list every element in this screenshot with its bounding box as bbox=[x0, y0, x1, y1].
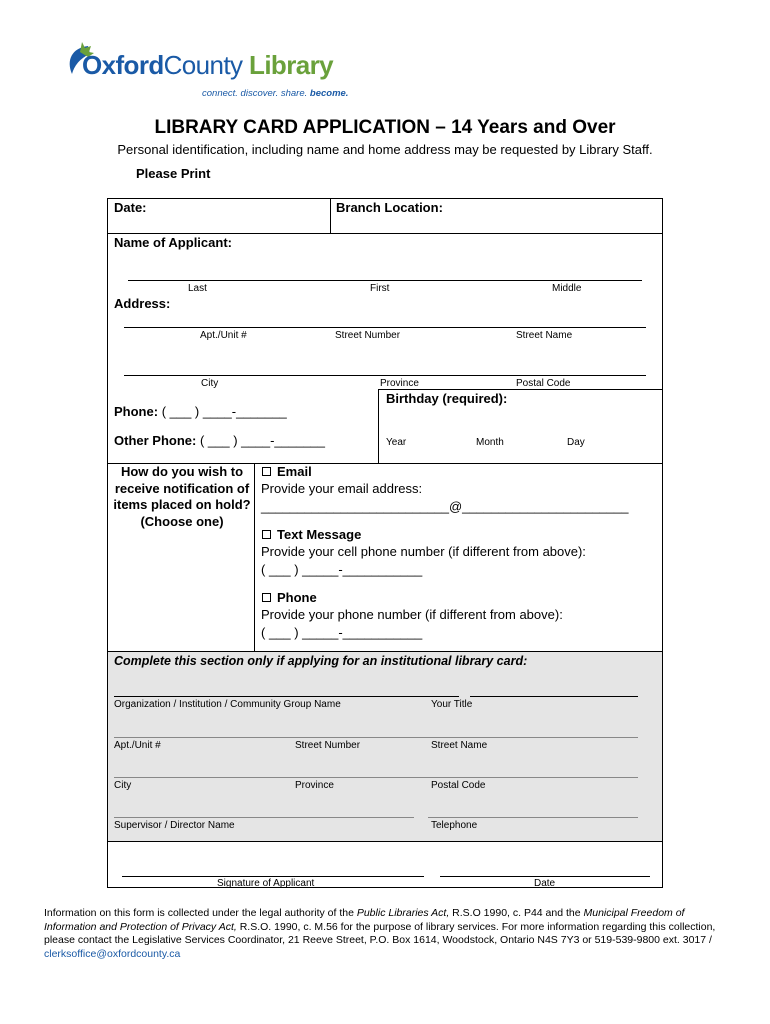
text-message-checkbox[interactable] bbox=[262, 530, 271, 539]
phone-label: Phone: bbox=[114, 404, 159, 419]
branch-location-label: Branch Location: bbox=[336, 200, 443, 215]
clerks-office-email-link[interactable]: clerksoffice@oxfordcounty.ca bbox=[44, 947, 181, 960]
text-message-option[interactable]: Text Message bbox=[262, 527, 361, 542]
last-name-caption: Last bbox=[188, 283, 207, 294]
logo-wordmark: OxfordCounty Library bbox=[82, 50, 333, 80]
phone-checkbox[interactable] bbox=[262, 593, 271, 602]
logo-tagline: connect. discover. share. become. bbox=[202, 88, 349, 99]
city-caption: City bbox=[201, 378, 219, 389]
institution-address-field[interactable] bbox=[114, 737, 638, 738]
organization-caption: Organization / Institution / Community Group Name bbox=[114, 699, 341, 710]
institution-apt-caption: Apt./Unit # bbox=[114, 740, 161, 751]
phone-option-prompt: Provide your phone number (if different from above): bbox=[261, 607, 563, 622]
address-line-2-field[interactable] bbox=[124, 375, 646, 376]
application-form bbox=[107, 198, 663, 888]
library-logo bbox=[62, 40, 362, 102]
birthday-day-caption[interactable]: Day bbox=[567, 437, 585, 448]
other-phone-field[interactable]: Other Phone: ( ___ ) ____-_______ bbox=[114, 433, 326, 448]
name-field[interactable] bbox=[128, 280, 642, 281]
email-checkbox[interactable] bbox=[262, 467, 271, 476]
signature-date-field[interactable] bbox=[440, 876, 650, 877]
postal-code-caption: Postal Code bbox=[516, 378, 571, 389]
organization-field[interactable] bbox=[114, 696, 459, 697]
text-message-prompt: Provide your cell phone number (if different from above): bbox=[261, 544, 586, 559]
institution-postal-code-caption: Postal Code bbox=[431, 780, 486, 791]
institution-section-background bbox=[108, 651, 662, 841]
first-name-caption: First bbox=[370, 283, 390, 294]
birthday-label: Birthday (required): bbox=[386, 391, 508, 406]
other-phone-label: Other Phone: bbox=[114, 433, 197, 448]
address-label: Address: bbox=[114, 296, 171, 311]
institution-section-heading: Complete this section only if applying for an institutional library card: bbox=[114, 654, 528, 668]
province-caption: Province bbox=[380, 378, 419, 389]
page-title: LIBRARY CARD APPLICATION – 14 Years and Over bbox=[154, 117, 616, 138]
institution-street-number-caption: Street Number bbox=[295, 740, 361, 751]
date-label: Date: bbox=[114, 200, 147, 215]
email-prompt: Provide your email address: bbox=[261, 481, 423, 496]
supervisor-caption: Supervisor / Director Name bbox=[114, 820, 235, 831]
signature-date-caption: Date bbox=[534, 878, 556, 889]
address-line-1-field[interactable] bbox=[124, 327, 646, 328]
birthday-year-caption[interactable]: Year bbox=[386, 437, 407, 448]
email-blank[interactable]: __________________________@_______________________ bbox=[261, 499, 629, 514]
notification-question: How do you wish to receive notification of items placed on hold? (Choose one) bbox=[113, 464, 251, 529]
privacy-notice: Information on this form is collected under the legal authority of the Public Libraries Act, R.S.O 1990, c. P44 and the Municipal Freedom of Information and Protection of Privacy Act, R.S.O. 1990, c. M.56 for the purpose of library services. For more information regarding this collection, please contact the Legislative Services Coordinator, 21 Reeve Street, P.O. Box 1614, Woodstock, Ontario N4S 7Y3 or 519-539-9800 ext. 3017 / clerksoffice@oxfordcounty.ca bbox=[44, 907, 716, 960]
signature-field[interactable] bbox=[122, 876, 424, 877]
phone-option[interactable]: Phone bbox=[262, 590, 317, 605]
your-title-field[interactable] bbox=[470, 696, 638, 697]
middle-name-caption: Middle bbox=[552, 283, 582, 294]
email-option[interactable]: Email bbox=[262, 464, 312, 479]
street-number-caption: Street Number bbox=[335, 330, 401, 341]
supervisor-field[interactable] bbox=[114, 817, 414, 818]
signature-caption: Signature of Applicant bbox=[217, 878, 315, 889]
institution-province-caption: Province bbox=[295, 780, 334, 791]
institution-city-caption: City bbox=[114, 780, 132, 791]
page-subtitle: Personal identification, including name and home address may be requested by Library Staff. bbox=[117, 142, 653, 157]
phone-field[interactable]: Phone: ( ___ ) ____-_______ bbox=[114, 404, 287, 419]
street-name-caption: Street Name bbox=[516, 330, 573, 341]
name-of-applicant-label: Name of Applicant: bbox=[114, 235, 232, 250]
institution-street-name-caption: Street Name bbox=[431, 740, 488, 751]
telephone-caption: Telephone bbox=[431, 820, 478, 831]
cell-phone-blank[interactable]: ( ___ ) _____-___________ bbox=[261, 562, 423, 577]
apt-unit-caption: Apt./Unit # bbox=[200, 330, 247, 341]
phone-option-blank[interactable]: ( ___ ) _____-___________ bbox=[261, 625, 423, 640]
birthday-month-caption[interactable]: Month bbox=[476, 437, 504, 448]
please-print-note: Please Print bbox=[136, 166, 211, 181]
your-title-caption: Your Title bbox=[431, 699, 473, 710]
telephone-field[interactable] bbox=[428, 817, 638, 818]
institution-city-field[interactable] bbox=[114, 777, 638, 778]
